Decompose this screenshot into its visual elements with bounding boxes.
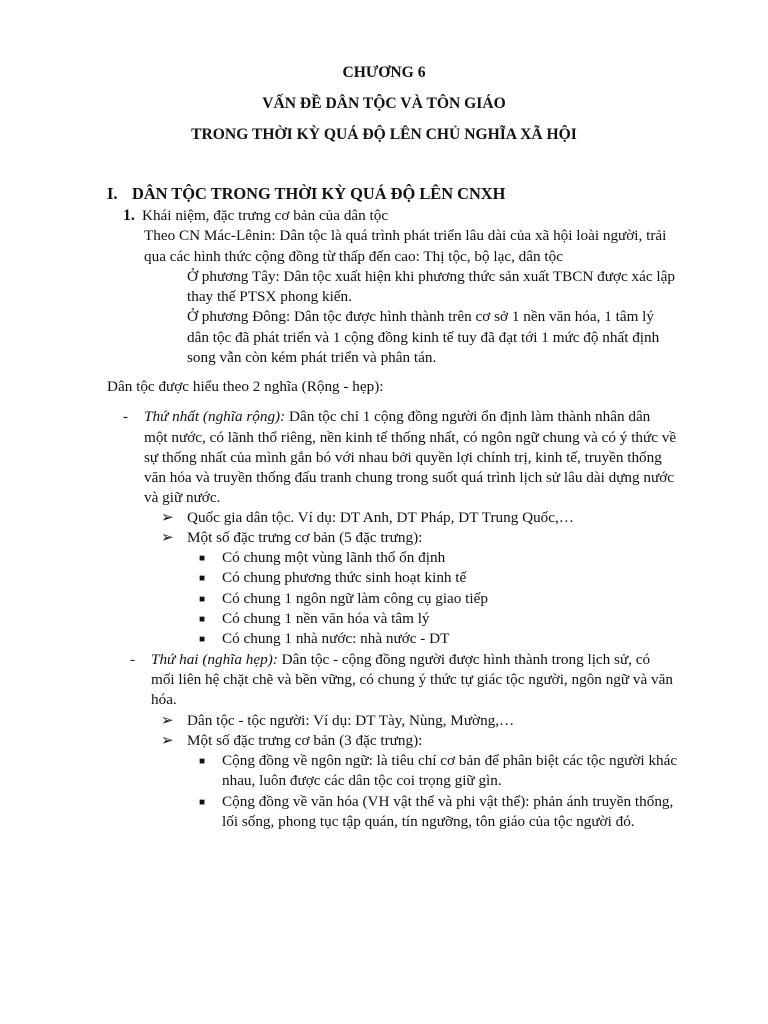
arrow-bullet-icon: ➢ <box>161 530 174 546</box>
feature-item: Có chung phương thức sinh hoạt kinh tế <box>222 569 467 586</box>
broad-label: Thứ nhất (nghĩa rộng): <box>144 408 286 425</box>
square-bullet-icon: ■ <box>199 797 206 808</box>
broad-line-1 <box>144 407 714 427</box>
narrow-line-2: mối liên hệ chặt chẽ và bền vững, có chung ý thức tự giác tộc người, ngôn ngữ và văn <box>151 671 673 688</box>
section-number: I. <box>107 184 118 203</box>
arrow-bullet-icon: ➢ <box>161 510 174 526</box>
narrow-line-1-text: Dân tộc - cộng đồng người được hình thành trong lịch sử, có <box>277 651 651 668</box>
square-bullet-icon: ■ <box>199 614 206 625</box>
square-bullet-icon: ■ <box>199 553 206 564</box>
east-line-1: Ở phương Đông: Dân tộc được hình thành trên cơ sở 1 nền văn hóa, 1 tâm lý <box>187 308 655 325</box>
feature-item: Có chung một vùng lãnh thổ ổn định <box>222 549 446 566</box>
feature-item: Có chung 1 nhà nước: nhà nước - DT <box>222 630 450 647</box>
arrow-bullet-icon: ➢ <box>161 733 174 749</box>
definition-line-2: qua các hình thức cộng đồng từ thấp đến cao: Thị tộc, bộ lạc, dân tộc <box>144 248 563 265</box>
narrow-arrow-1: Dân tộc - tộc người: Ví dụ: DT Tày, Nùng, Mường,… <box>187 712 515 729</box>
chapter-subtitle-2: TRONG THỜI KỲ QUÁ ĐỘ LÊN CHỦ NGHĨA XÃ HỘI <box>191 126 577 143</box>
square-bullet-icon: ■ <box>199 594 206 605</box>
east-line-3: song vẫn còn kém phát triển và phân tán. <box>187 349 437 366</box>
west-line-1: Ở phương Tây: Dân tộc xuất hiện khi phương thức sản xuất TBCN được xác lập <box>187 268 675 285</box>
broad-line-2: một nước, có lãnh thổ riêng, nền kinh tế thống nhất, có ngôn ngữ chung và có ý thức về <box>144 429 677 446</box>
broad-line-4: văn hóa và truyền thống đấu tranh chung trong suốt quá trình lịch sử lâu dài dựng nước <box>144 469 675 486</box>
dash-marker: - <box>130 651 136 668</box>
broad-arrow-2: Một số đặc trưng cơ bản (5 đặc trưng): <box>187 529 423 546</box>
section-heading-text: DÂN TỘC TRONG THỜI KỲ QUÁ ĐỘ LÊN CNXH <box>132 184 506 203</box>
narrow-feature-2-line-1: Cộng đồng về văn hóa (VH vật thể và phi vật thể): phản ánh truyền thống, <box>222 793 674 810</box>
broad-line-1-text: Dân tộc chỉ 1 cộng đồng người ổn định làm thành nhân dân <box>285 408 651 425</box>
subsection-number: 1. <box>123 207 135 224</box>
narrow-feature-1-line-2: nhau, luôn được các dân tộc coi trọng giữ gìn. <box>222 772 502 789</box>
broad-line-3: sự thống nhất của mình gắn bó với nhau bởi quyền lợi chính trị, kinh tế, truyền thống <box>144 449 662 466</box>
subsection-heading <box>123 206 388 226</box>
east-line-2: dân tộc đã phát triển và 1 cộng đồng kinh tế tuy đã đạt tới 1 mức độ nhất định <box>187 329 660 346</box>
narrow-line-3: hóa. <box>151 691 177 708</box>
square-bullet-icon: ■ <box>199 573 206 584</box>
feature-item: Có chung 1 ngôn ngữ làm công cụ giao tiếp <box>222 590 488 607</box>
broad-arrow-1: Quốc gia dân tộc. Ví dụ: DT Anh, DT Pháp, DT Trung Quốc,… <box>187 509 574 526</box>
section-heading <box>107 184 505 204</box>
definition-line-1: Theo CN Mác-Lênin: Dân tộc là quá trình phát triển lâu dài của xã hội loài người, trải <box>144 227 667 244</box>
square-bullet-icon: ■ <box>199 634 206 645</box>
narrow-feature-2-line-2: lối sống, phong tục tập quán, tín ngưỡng, tôn giáo của tộc người đó. <box>222 813 635 830</box>
two-meanings-line: Dân tộc được hiểu theo 2 nghĩa (Rộng - hẹp): <box>107 378 384 395</box>
square-bullet-icon: ■ <box>199 756 206 767</box>
dash-marker: - <box>123 408 129 425</box>
narrow-label: Thứ hai (nghĩa hẹp): <box>151 651 278 668</box>
narrow-line-1 <box>151 650 714 670</box>
broad-line-5: và giữ nước. <box>144 489 221 506</box>
feature-item: Có chung 1 nền văn hóa và tâm lý <box>222 610 430 627</box>
arrow-bullet-icon: ➢ <box>161 713 174 729</box>
subsection-heading-text: Khái niệm, đặc trưng cơ bản của dân tộc <box>142 207 389 224</box>
chapter-subtitle-1: VẤN ĐỀ DÂN TỘC VÀ TÔN GIÁO <box>262 95 506 112</box>
narrow-arrow-2: Một số đặc trưng cơ bản (3 đặc trưng): <box>187 732 423 749</box>
narrow-feature-1-line-1: Cộng đồng về ngôn ngữ: là tiêu chí cơ bản để phân biệt các tộc người khác <box>222 752 678 769</box>
chapter-title: CHƯƠNG 6 <box>342 64 426 81</box>
west-line-2: thay thế PTSX phong kiến. <box>187 288 352 305</box>
